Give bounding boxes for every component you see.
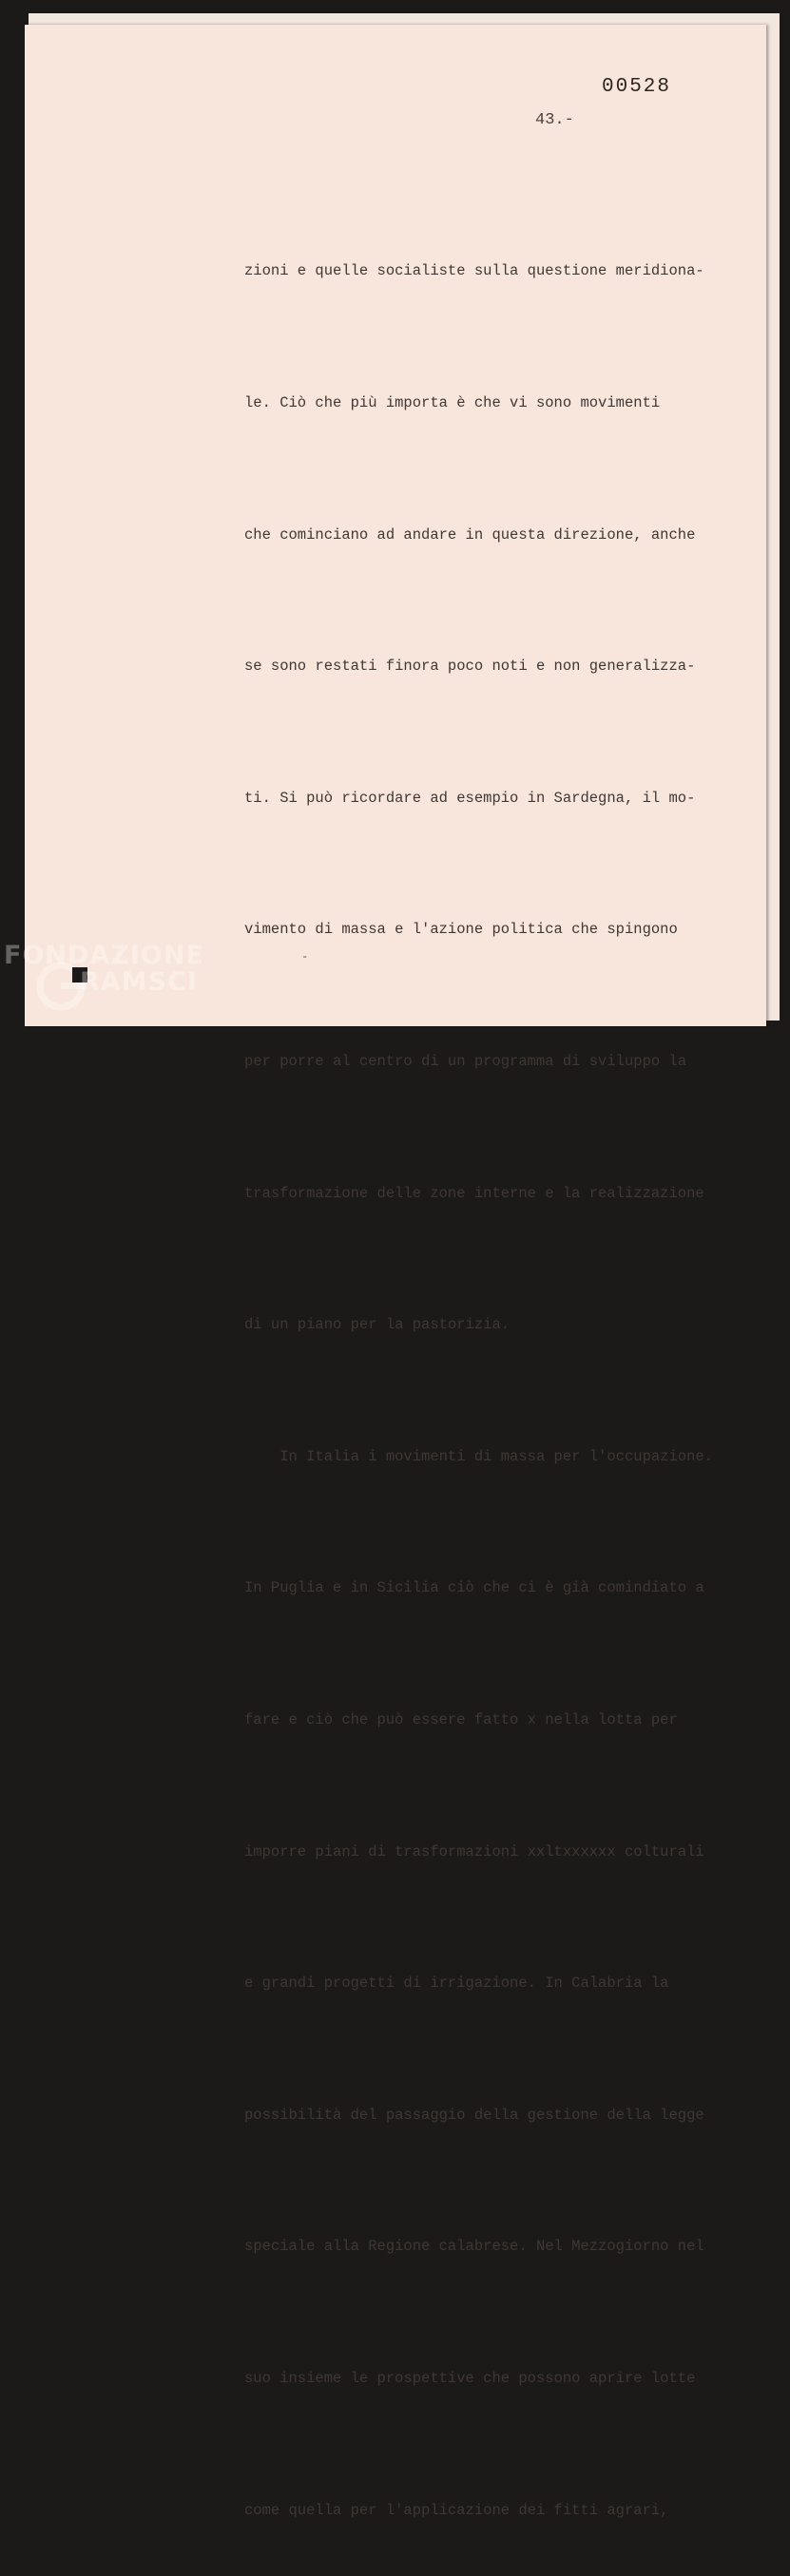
text-line: vimento di massa e l'azione politica che spingono [244, 921, 678, 939]
watermark-line2: RAMSCI [80, 967, 198, 997]
text-line: fare e ciò che può essere fatto x nella lotta per [244, 1710, 678, 1728]
text-line: zioni e quelle socialiste sulla questione meridiona- [244, 262, 704, 280]
text-line: possibilità del passaggio della gestione della legge [244, 2106, 704, 2124]
archive-number: 00528 [602, 76, 672, 98]
text-line: che cominciano ad andare in questa direzione, anche [244, 525, 696, 544]
text-line: speciale alla Regione calabrese. Nel Mezzogiorno nel [244, 2238, 704, 2256]
text-line: e grandi progetti di irrigazione. In Calabria la [244, 1975, 669, 1993]
typewritten-text [244, 162, 713, 2576]
bottom-mark: - [301, 950, 309, 964]
text-line: le. Ciò che più importa è che vi sono movimenti [244, 394, 661, 411]
page-number: 43.- [535, 111, 574, 129]
text-line: In Puglia e in Sicilia ciò che ci è già comindiato a [244, 1579, 704, 1597]
text-line: per porre al centro di un programma di sviluppo la [244, 1052, 687, 1070]
fondazione-gramsci-watermark [4, 941, 203, 1017]
text-line: imporre piani di trasformazioni xxltxxxxxx colturali [244, 1842, 704, 1860]
watermark-line1: FONDAZIONE [4, 941, 204, 970]
text-line: se sono restati finora poco noti e non generalizza- [244, 658, 696, 676]
text-line: come quella per l'applicazione dei fitti agrari, [244, 2501, 669, 2519]
text-line: trasformazione delle zone interne e la realizzazione [244, 1184, 704, 1202]
text-line: ti. Si può ricordare ad esempio in Sardegna, il mo- [244, 789, 696, 807]
text-line: suo insieme le prospettive che possono aprire lotte [244, 2369, 696, 2387]
text-line: In Italia i movimenti di massa per l'occupazione. [244, 1447, 713, 1465]
text-line: di un piano per la pastorizia. [244, 1316, 511, 1334]
